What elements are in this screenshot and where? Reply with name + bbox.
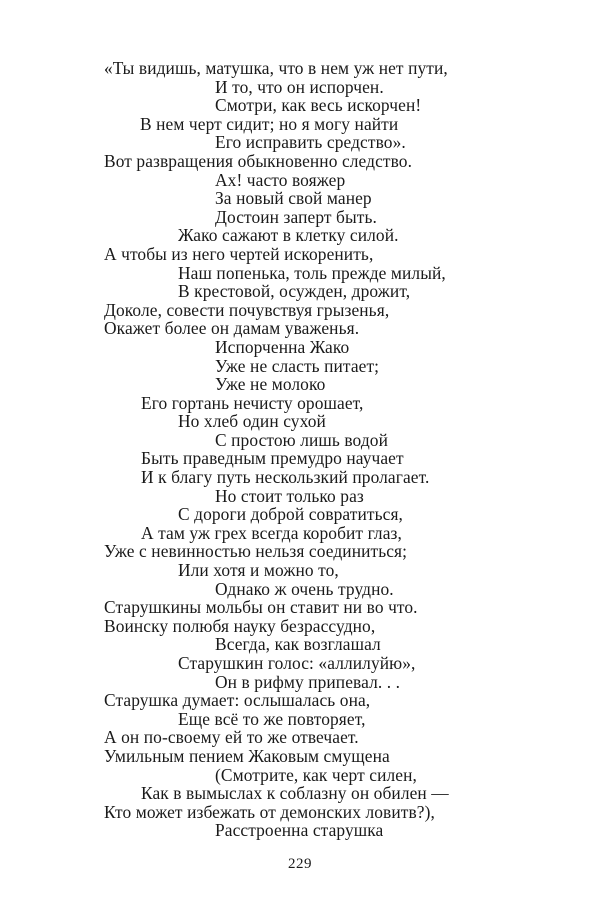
poem-line bbox=[0, 784, 600, 803]
poem-line bbox=[0, 412, 600, 431]
poem-line-text: Уже не молоко bbox=[215, 374, 326, 395]
poem-line-text: С дороги доброй совратиться, bbox=[178, 504, 403, 525]
poem-line bbox=[0, 357, 600, 376]
poem-line-text: А он по-своему ей то же отвечает. bbox=[104, 727, 359, 748]
poem-line bbox=[0, 245, 600, 264]
poem-line-text: И к благу путь нескользкий пролагает. bbox=[141, 467, 430, 488]
poem-line bbox=[0, 673, 600, 692]
poem-line-text: Старушкин голос: «аллилуйю», bbox=[178, 653, 416, 673]
poem-line-text: С простою лишь водой bbox=[215, 429, 388, 450]
poem-line-text: Вот развращения обыкновенно следство. bbox=[104, 150, 413, 171]
poem-line bbox=[0, 375, 600, 394]
poem-line bbox=[0, 59, 600, 78]
poem-line-text: Но стоит только раз bbox=[215, 485, 364, 506]
poem-line-text: Но хлеб один сухой bbox=[178, 411, 326, 432]
poem-line-text: Уже не сласть питает; bbox=[215, 355, 380, 376]
poem-line-text: Кто может избежать от демонских ловитв?), bbox=[104, 801, 435, 822]
poem-line-text: «Ты видишь, матушка, что в нем уж нет пути, bbox=[104, 58, 448, 78]
poem-line-text: Доколе, совести почувствуя грызенья, bbox=[104, 299, 390, 320]
poem-line bbox=[0, 487, 600, 506]
poem-line-text: Как в вымыслах к соблазну он обилен — bbox=[141, 783, 449, 804]
poem-line-text: В крестовой, осужден, дрожит, bbox=[178, 281, 411, 302]
poem-line-text: И то, что он испорчен. bbox=[215, 76, 384, 97]
poem-line-text: Он в рифму припевал. . . bbox=[215, 671, 401, 692]
poem-line-text: Окажет более он дамам уваженья. bbox=[104, 318, 360, 339]
poem-line bbox=[0, 728, 600, 747]
poem-line bbox=[0, 691, 600, 710]
poem-line bbox=[0, 171, 600, 190]
poem-line bbox=[0, 226, 600, 245]
poem-line-text: Наш попенька, толь прежде милый, bbox=[178, 262, 446, 283]
poem-line-text: Его исправить средство». bbox=[215, 132, 406, 153]
poem-line bbox=[0, 431, 600, 450]
poem-line-text: Ах! часто вояжер bbox=[215, 169, 346, 190]
poem-line-text: Всегда, как возглашал bbox=[215, 634, 381, 655]
poem-line-text: Или хотя и можно то, bbox=[178, 560, 339, 581]
poem-line bbox=[0, 282, 600, 301]
poem-line bbox=[0, 133, 600, 152]
poem-line-text: Испорченна Жако bbox=[215, 336, 350, 357]
poem-line bbox=[0, 468, 600, 487]
poem-line bbox=[0, 561, 600, 580]
poem-line-text: За новый свой манер bbox=[215, 188, 372, 209]
poem-line-text: Уже с невинностью нельзя соединиться; bbox=[104, 541, 408, 562]
poem-line bbox=[0, 635, 600, 654]
poem-line bbox=[0, 338, 600, 357]
poem-line-text: Расстроенна старушка bbox=[215, 820, 384, 841]
poem-line bbox=[0, 394, 600, 413]
poem-line bbox=[0, 654, 600, 673]
page-number: 229 bbox=[288, 856, 312, 872]
poem-text bbox=[0, 59, 600, 840]
poem-line bbox=[0, 766, 600, 785]
poem-line bbox=[0, 208, 600, 227]
poem-line bbox=[0, 580, 600, 599]
poem-line-text: А там уж грех всегда коробит глаз, bbox=[141, 522, 402, 543]
poem-line bbox=[0, 152, 600, 171]
poem-line-text: А чтобы из него чертей искоренить, bbox=[104, 243, 374, 264]
poem-line-text: Однако ж очень трудно. bbox=[215, 578, 394, 599]
poem-line bbox=[0, 449, 600, 468]
poem-line-text: Жако сажают в клетку силой. bbox=[178, 225, 399, 246]
poem-line-text: Его гортань нечисту орошает, bbox=[141, 392, 364, 413]
poem-line-text: Старушка думает: ослышалась она, bbox=[104, 690, 371, 711]
poem-line-text: Старушкины мольбы он ставит ни во что. bbox=[104, 597, 418, 618]
poem-line bbox=[0, 505, 600, 524]
poem-line bbox=[0, 710, 600, 729]
poem-line bbox=[0, 617, 600, 636]
poem-line-text: Умильным пением Жаковым смущена bbox=[104, 745, 390, 766]
poem-line bbox=[0, 78, 600, 97]
poem-line-text: Достоин заперт быть. bbox=[215, 206, 377, 227]
poem-line bbox=[0, 524, 600, 543]
poem-line-text: Смотри, как весь искорчен! bbox=[215, 95, 422, 116]
poem-line bbox=[0, 803, 600, 822]
poem-line bbox=[0, 319, 600, 338]
poem-line bbox=[0, 821, 600, 840]
poem-line-text: Еще всё то же повторяет, bbox=[178, 708, 366, 729]
poem-line bbox=[0, 96, 600, 115]
poem-line-text: Воинску полюбя науку безрассудно, bbox=[104, 615, 376, 636]
poem-line-text: (Смотрите, как черт силен, bbox=[215, 764, 417, 785]
poem-line-text: Быть праведным премудро научает bbox=[141, 448, 404, 469]
poem-line bbox=[0, 301, 600, 320]
poem-line bbox=[0, 264, 600, 283]
poem-line bbox=[0, 542, 600, 561]
poem-line bbox=[0, 115, 600, 134]
poem-line bbox=[0, 598, 600, 617]
poem-line bbox=[0, 189, 600, 208]
poem-line-text: В нем черт сидит; но я могу найти bbox=[140, 113, 399, 134]
poem-line bbox=[0, 747, 600, 766]
